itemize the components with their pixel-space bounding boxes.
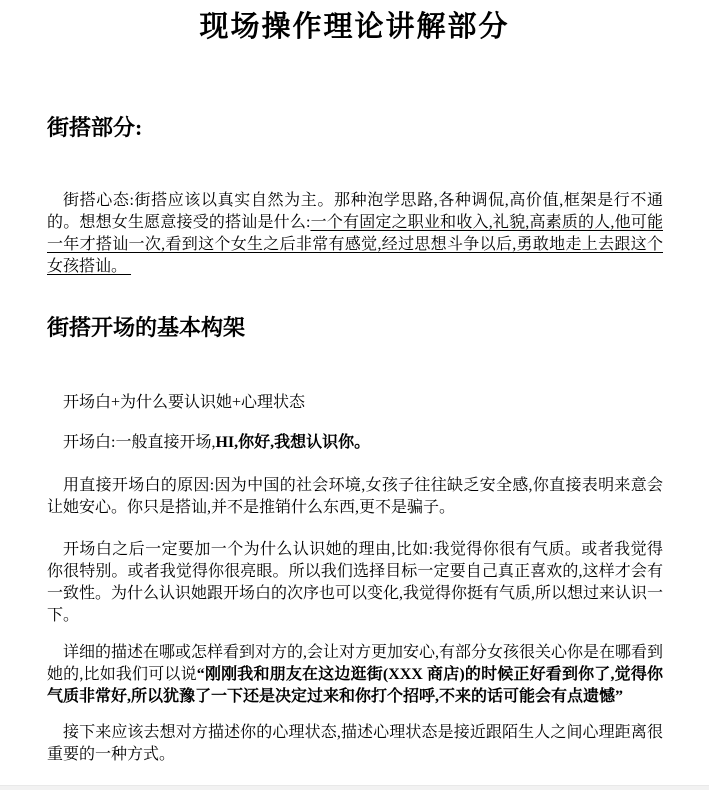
page-bottom-strip [0,785,709,790]
section-heading-jieda: 街搭部分: [47,115,143,140]
section-heading-kaichang: 街搭开场的基本构架 [47,315,246,340]
opener-normal-run: 开场白:一般直接开场, [63,434,216,451]
para-opener-line [47,432,663,454]
para-jieda-mindset [47,190,663,278]
para-detail-description [47,642,663,708]
para-direct-opener-reason: 用直接开场白的原因:因为中国的社会环境,女孩子往往缺乏安全感,你直接表明来意会让她安心。你只是搭讪,并不是推销什么东西,更不是骗子。 [47,477,663,516]
para-why-know-her: 开场白之后一定要加一个为什么认识她的理由,比如:我觉得你很有气质。或者我觉得你很特别。或者我觉得你很亮眼。所以我们选择目标一定要自己真正喜欢的,这样才会有一致性。为什么认识她跟开场白的次序也可以变化,我觉得你挺有气质,所以想过来认识一下。 [47,541,664,624]
doc-title: 现场操作理论讲解部分 [199,11,510,43]
para-mental-state: 接下来应该去想对方描述你的心理状态,描述心理状态是接近跟陌生人之间心理距离很重要的一种方式。 [47,724,663,763]
mindset-normal-run: 街搭心态:街搭应该以真实自然为主。那种泡学思路,各种调侃,高价值,框架是行不通的。想想女生愿意接受的搭讪是什么: [47,192,663,231]
detail-normal-run: 详细的描述在哪或怎样看到对方的,会让对方更加安心,有部分女孩很关心你是在哪看到她的,比如我们可以说 [47,644,664,683]
mindset-underlined-run: 一个有固定之职业和收入,礼貌,高素质的人,他可能一年才搭讪一次,看到这个女生之后非常有感觉,经过思想斗争以后,勇敢地走上去跟这个女孩搭讪。 [47,214,663,275]
para-opening-frame: 开场白+为什么要认识她+心理状态 [63,394,306,411]
opener-bold-run: HI,你好,我想认识你。 [215,434,371,451]
detail-bold-quote-run: “刚刚我和朋友在这边逛街(XXX 商店)的时候正好看到你了,觉得你气质非常好,所以犹豫了一下还是决定过来和你打个招呼,不来的话可能会有点遗憾” [47,666,663,705]
